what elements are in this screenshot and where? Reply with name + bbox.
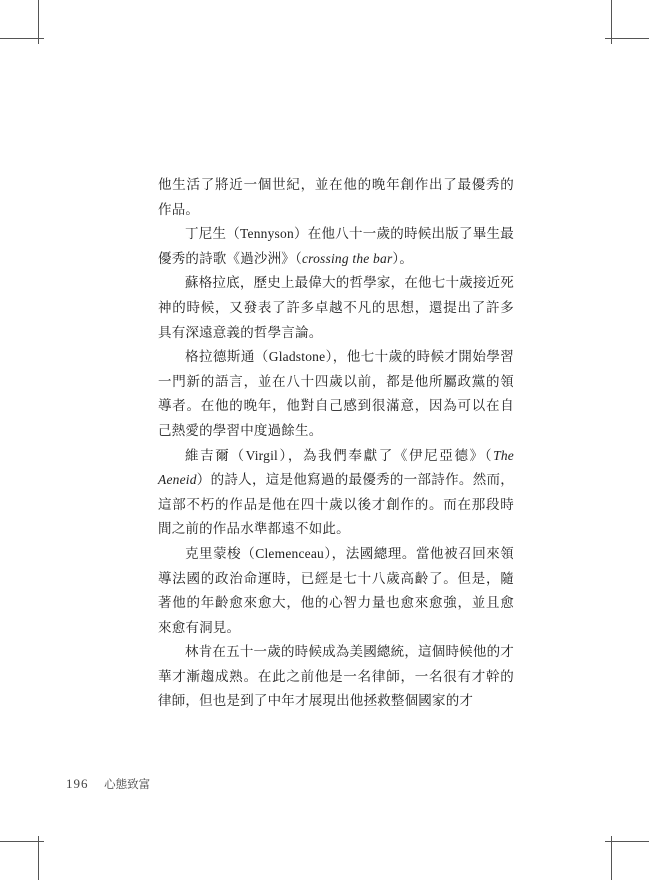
text-run: Virgil xyxy=(245,447,278,463)
text-run: Gladstone xyxy=(268,349,326,365)
paragraph xyxy=(158,640,514,714)
text-run: 克里蒙梭（ xyxy=(185,545,256,562)
page-number: 196 xyxy=(66,776,89,791)
paragraph xyxy=(158,542,514,640)
text-run: Clemenceau xyxy=(255,545,324,561)
crop-mark-bottom-left-vertical xyxy=(38,836,39,880)
crop-mark-bottom-left-horizontal xyxy=(0,841,44,842)
text-run: 維吉爾（ xyxy=(185,447,246,464)
crop-mark-bottom-right-horizontal xyxy=(605,841,649,842)
paragraph xyxy=(158,222,514,271)
text-run: crossing the bar xyxy=(301,250,393,266)
text-run: Tennyson xyxy=(240,226,294,242)
crop-mark-bottom-right-vertical xyxy=(611,836,612,880)
text-run: ），他七十歲的時候才開始學習一門新的語言，並在八十四歲以前，都是他所屬政黨的領導者。在他的晚年，他對自己感到很滿意，因為可以在自己熱愛的學習中度過餘生。 xyxy=(158,349,514,439)
text-run: ），法國總理。當他被召回來領導法國的政治命運時，已經是七十八歲高齡了。但是，隨著他的年齡愈來愈大，他的心智力量也愈來愈強，並且愈來愈有洞見。 xyxy=(158,545,515,636)
body-text xyxy=(158,173,514,714)
page-footer xyxy=(66,776,150,792)
text-run: ）在他八十一歲的時候出版了畢生最優秀的詩歌《過沙洲》（ xyxy=(158,226,514,267)
text-run: ），為我們奉獻了《伊尼亞德》（ xyxy=(278,447,494,464)
paragraph xyxy=(158,444,514,542)
text-run: 他生活了將近一個世紀，並在他的晚年創作出了最優秀的作品。 xyxy=(158,177,514,218)
paragraph xyxy=(158,345,514,443)
text-run: 林肯在五十一歲的時候成為美國總統，這個時候他的才華才漸趨成熟。在此之前他是一名律師，一名很有才幹的律師，但也是到了中年才展現出他拯救整個國家的才 xyxy=(158,644,514,710)
book-title: 心態致富 xyxy=(104,777,151,791)
crop-mark-top-left-horizontal xyxy=(0,38,44,39)
text-run: ）的詩人，這是他寫過的最優秀的一部詩作。然而，這部不朽的作品是他在四十歲以後才創作的。而在那段時間之前的作品水準都遠不如此。 xyxy=(158,472,514,538)
text-run: 格拉德斯通（ xyxy=(185,349,269,366)
crop-mark-top-right-horizontal xyxy=(605,38,649,39)
text-run: 丁尼生（ xyxy=(185,226,241,243)
text-run: 蘇格拉底，歷史上最偉大的哲學家，在他七十歲接近死神的時候，又發表了許多卓越不凡的思想，還提出了許多具有深遠意義的哲學言論。 xyxy=(158,275,514,341)
text-run: ）。 xyxy=(392,250,414,267)
paragraph xyxy=(158,173,514,222)
paragraph xyxy=(158,271,514,345)
text-run: The Aeneid xyxy=(158,447,514,488)
